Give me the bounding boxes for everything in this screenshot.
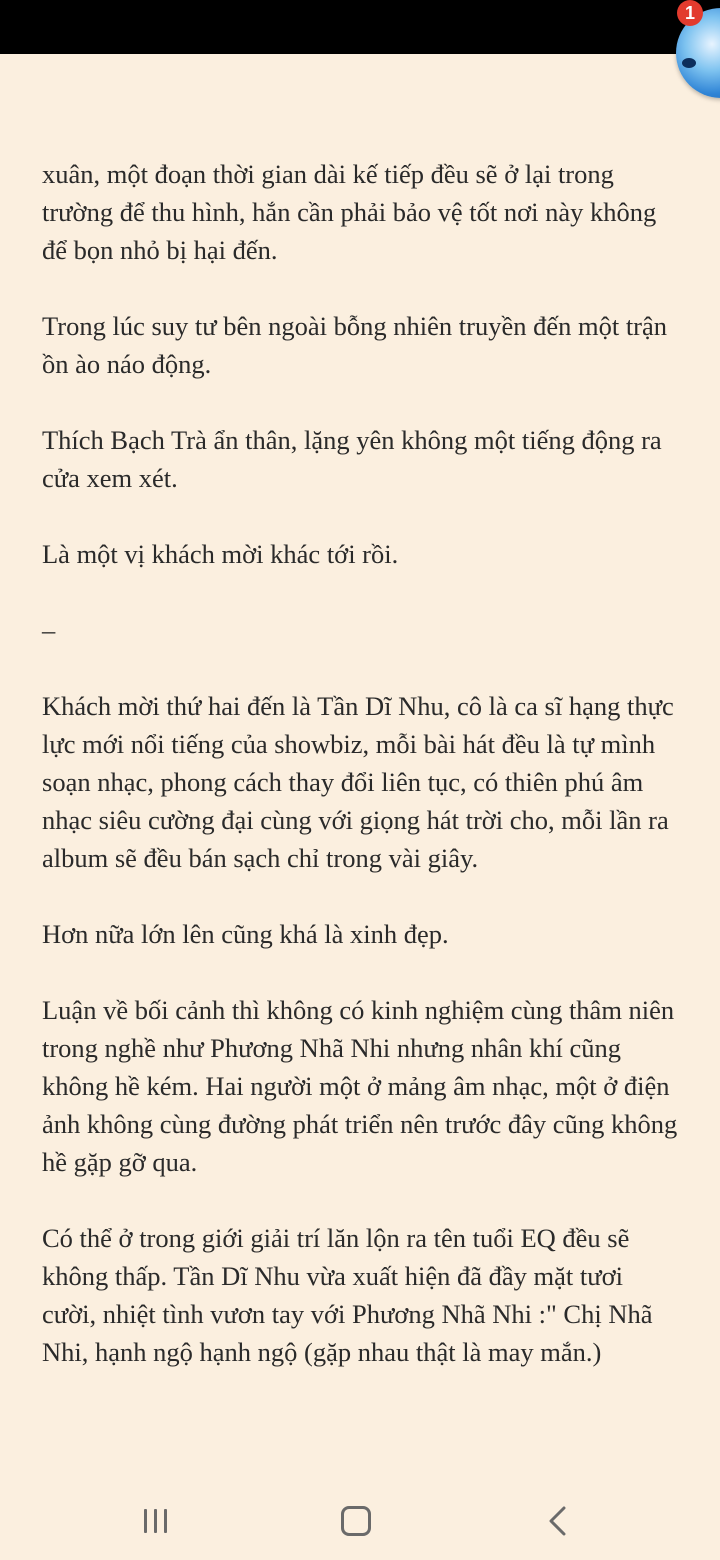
home-icon <box>341 1506 371 1536</box>
section-separator: – <box>42 615 56 645</box>
paragraph: Là một vị khách mời khác tới rồi. <box>42 539 399 569</box>
home-button[interactable] <box>296 1482 416 1560</box>
bubble-avatar-detail <box>682 58 696 68</box>
paragraph: xuân, một đoạn thời gian dài kế tiếp đều sẽ ở lại trong trường để thu hình, hắn cần phải bảo vệ tốt nơi này không để bọn nhỏ bị hại đến. <box>42 159 657 265</box>
back-button[interactable] <box>498 1482 618 1560</box>
paragraph: Luận về bối cảnh thì không có kinh nghiệm cùng thâm niên trong nghề như Phương Nhã Nhi nhưng nhân khí cũng không hề kém. Hai người một ở mảng âm nhạc, một ở điện ảnh không cùng đường phát triển nên trước đây cũng không hề gặp gỡ qua. <box>42 995 678 1177</box>
recents-button[interactable] <box>95 1482 215 1560</box>
recents-icon <box>144 1509 167 1533</box>
paragraph: Trong lúc suy tư bên ngoài bỗng nhiên truyền đến một trận ồn ào náo động. <box>42 311 668 379</box>
article-content <box>42 155 682 1409</box>
paragraph: Khách mời thứ hai đến là Tần Dĩ Nhu, cô là ca sĩ hạng thực lực mới nổi tiếng của showbiz, mỗi bài hát đều là tự mình soạn nhạc, phong cách thay đổi liên tục, có thiên phú âm nhạc siêu cường đại cùng với giọng hát trời cho, mỗi lần ra album sẽ đều bán sạch chỉ trong vài giây. <box>42 691 674 873</box>
back-icon <box>546 1505 570 1537</box>
paragraph: Thích Bạch Trà ẩn thân, lặng yên không một tiếng động ra cửa xem xét. <box>42 425 662 493</box>
notification-badge: 1 <box>677 0 703 26</box>
navigation-bar <box>0 1482 720 1560</box>
paragraph: Có thể ở trong giới giải trí lăn lộn ra tên tuổi EQ đều sẽ không thấp. Tần Dĩ Nhu vừa xuất hiện đã đầy mặt tươi cười, nhiệt tình vươn tay với Phương Nhã Nhi :" Chị Nhã Nhi, hạnh ngộ hạnh ngộ (gặp nhau thật là may mắn.) <box>42 1223 653 1367</box>
status-bar <box>0 0 720 54</box>
paragraph: Hơn nữa lớn lên cũng khá là xinh đẹp. <box>42 919 449 949</box>
